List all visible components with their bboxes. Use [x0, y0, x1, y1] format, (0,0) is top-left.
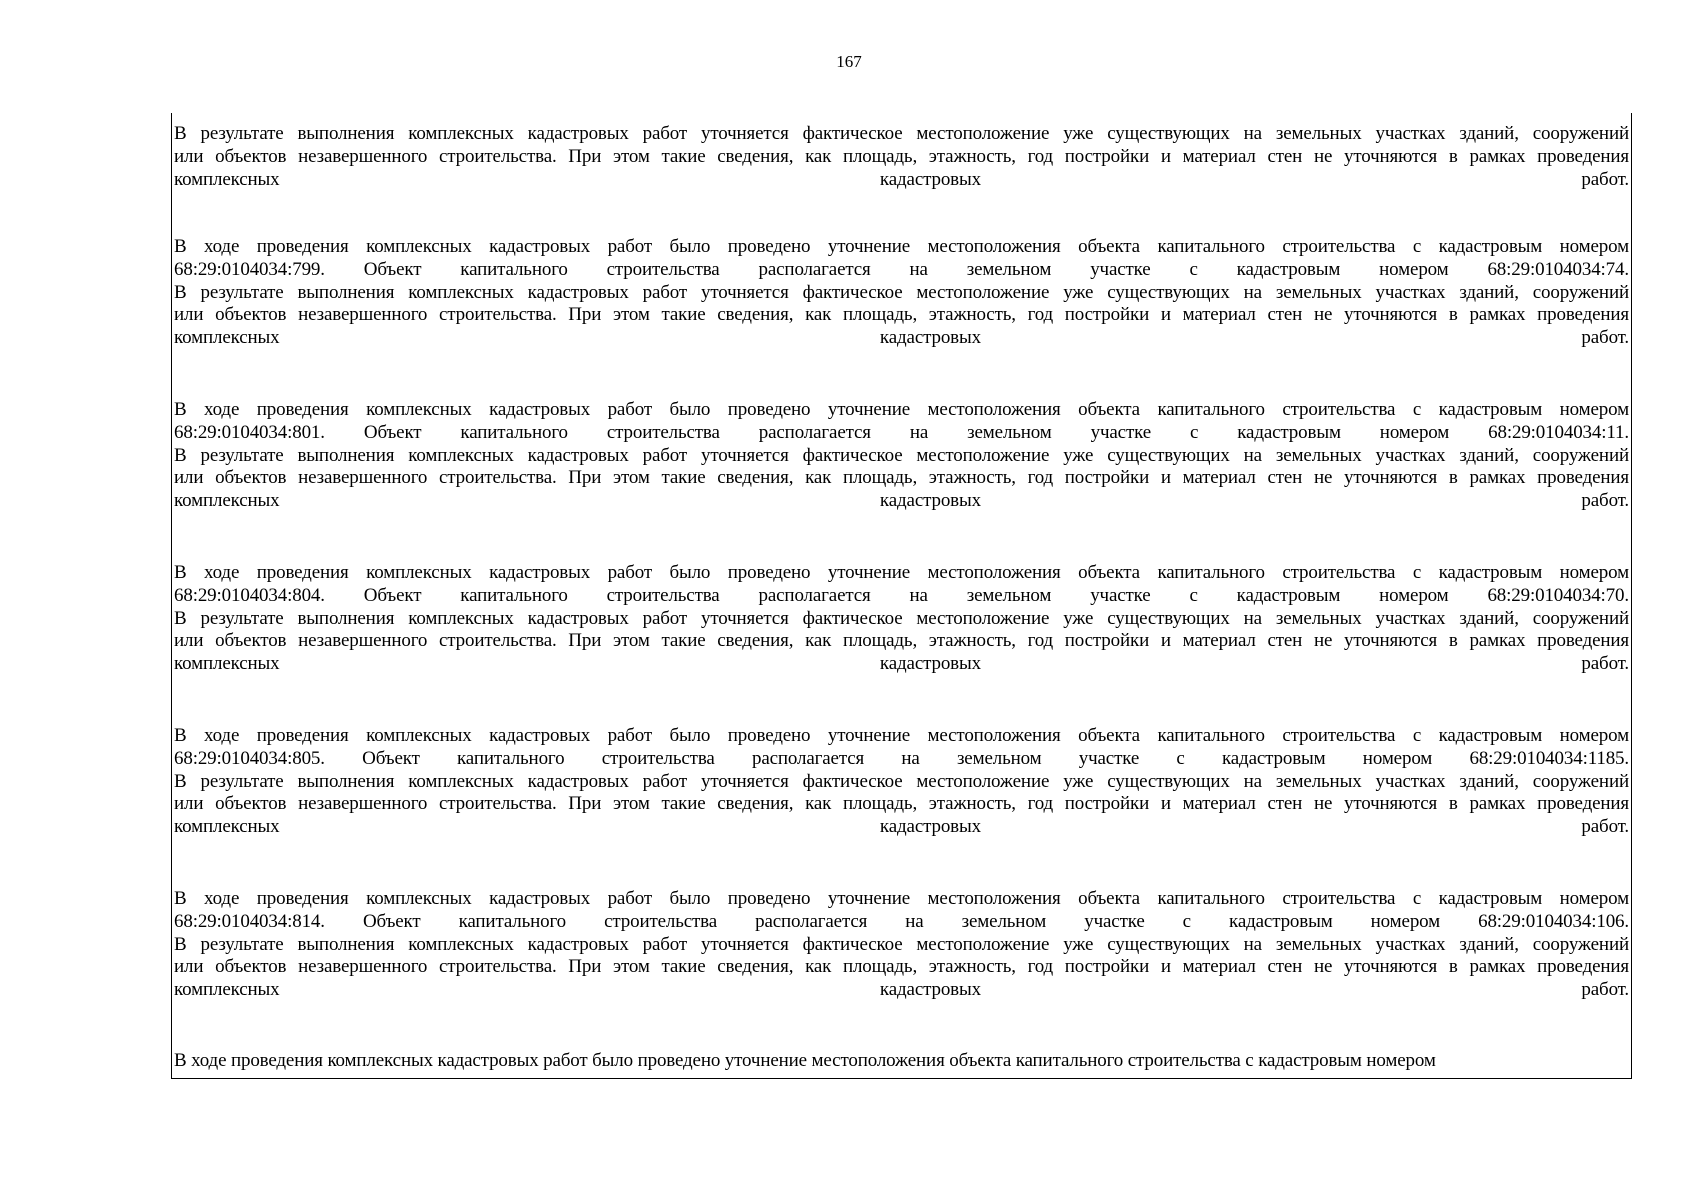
paragraph-5	[174, 725, 1629, 839]
text-line: или объектов незавершенного строительства. При этом такие сведения, как площадь, этажность, год постройки и материал стен не уточняются в рамках проведения	[174, 956, 1629, 978]
text-line: или объектов незавершенного строительства. При этом такие сведения, как площадь, этажность, год постройки и материал стен не уточняются в рамках проведения	[174, 630, 1629, 652]
text-line: 68:29:0104034:814. Объект капитального строительства располагается на земельном участке с кадастровым номером 68:29:0104034:106.	[174, 910, 1629, 932]
text-line: В ходе проведения комплексных кадастровых работ было проведено уточнение местоположения объекта капитального строительства с кадастровым номером	[174, 888, 1629, 909]
text-line: комплексных кадастровых работ.	[174, 168, 1629, 190]
text-line: В результате выполнения комплексных кадастровых работ уточняется фактическое местоположение уже существующих на земельных участках зданий, сооружений	[174, 444, 1629, 466]
text-line: В ходе проведения комплексных кадастровых работ было проведено уточнение местоположения объекта капитального строительства с кадастровым номером	[174, 399, 1629, 420]
paragraph-3	[174, 399, 1629, 513]
text-line: или объектов незавершенного строительства. При этом такие сведения, как площадь, этажность, год постройки и материал стен не уточняются в рамках проведения	[174, 145, 1629, 167]
text-frame	[171, 113, 1632, 1079]
text-line: комплексных кадастровых работ.	[174, 653, 1629, 675]
paragraph-6	[174, 888, 1629, 1002]
text-line: комплексных кадастровых работ.	[174, 327, 1629, 349]
paragraph-7	[174, 1050, 1629, 1073]
text-line: комплексных кадастровых работ.	[174, 490, 1629, 512]
text-line: В ходе проведения комплексных кадастровых работ было проведено уточнение местоположения объекта капитального строительства с кадастровым номером	[174, 1050, 1436, 1071]
text-line: 68:29:0104034:799. Объект капитального строительства располагается на земельном участке с кадастровым номером 68:29:0104034:74.	[174, 258, 1629, 280]
paragraph-1	[174, 123, 1629, 191]
text-line: 68:29:0104034:804. Объект капитального строительства располагается на земельном участке с кадастровым номером 68:29:0104034:70.	[174, 584, 1629, 606]
text-line: или объектов незавершенного строительства. При этом такие сведения, как площадь, этажность, год постройки и материал стен не уточняются в рамках проведения	[174, 467, 1629, 489]
text-line: В результате выполнения комплексных кадастровых работ уточняется фактическое местоположение уже существующих на земельных участках зданий, сооружений	[174, 770, 1629, 792]
page-number: 167	[836, 52, 862, 71]
text-line: В результате выполнения комплексных кадастровых работ уточняется фактическое местоположение уже существующих на земельных участках зданий, сооружений	[174, 281, 1629, 303]
text-line: В ходе проведения комплексных кадастровых работ было проведено уточнение местоположения объекта капитального строительства с кадастровым номером	[174, 236, 1629, 257]
text-line: 68:29:0104034:801. Объект капитального строительства располагается на земельном участке с кадастровым номером 68:29:0104034:11.	[174, 421, 1629, 443]
text-line: В результате выполнения комплексных кадастровых работ уточняется фактическое местоположение уже существующих на земельных участках зданий, сооружений	[174, 123, 1629, 144]
text-line: В результате выполнения комплексных кадастровых работ уточняется фактическое местоположение уже существующих на земельных участках зданий, сооружений	[174, 607, 1629, 629]
text-line: комплексных кадастровых работ.	[174, 979, 1629, 1001]
text-line: В ходе проведения комплексных кадастровых работ было проведено уточнение местоположения объекта капитального строительства с кадастровым номером	[174, 725, 1629, 746]
text-line: В ходе проведения комплексных кадастровых работ было проведено уточнение местоположения объекта капитального строительства с кадастровым номером	[174, 562, 1629, 583]
text-line: или объектов незавершенного строительства. При этом такие сведения, как площадь, этажность, год постройки и материал стен не уточняются в рамках проведения	[174, 793, 1629, 815]
paragraph-2	[174, 236, 1629, 350]
text-line: или объектов незавершенного строительства. При этом такие сведения, как площадь, этажность, год постройки и материал стен не уточняются в рамках проведения	[174, 304, 1629, 326]
text-line: 68:29:0104034:805. Объект капитального строительства располагается на земельном участке с кадастровым номером 68:29:0104034:1185.	[174, 747, 1629, 769]
text-line: В результате выполнения комплексных кадастровых работ уточняется фактическое местоположение уже существующих на земельных участках зданий, сооружений	[174, 933, 1629, 955]
paragraph-4	[174, 562, 1629, 676]
text-line: комплексных кадастровых работ.	[174, 816, 1629, 838]
